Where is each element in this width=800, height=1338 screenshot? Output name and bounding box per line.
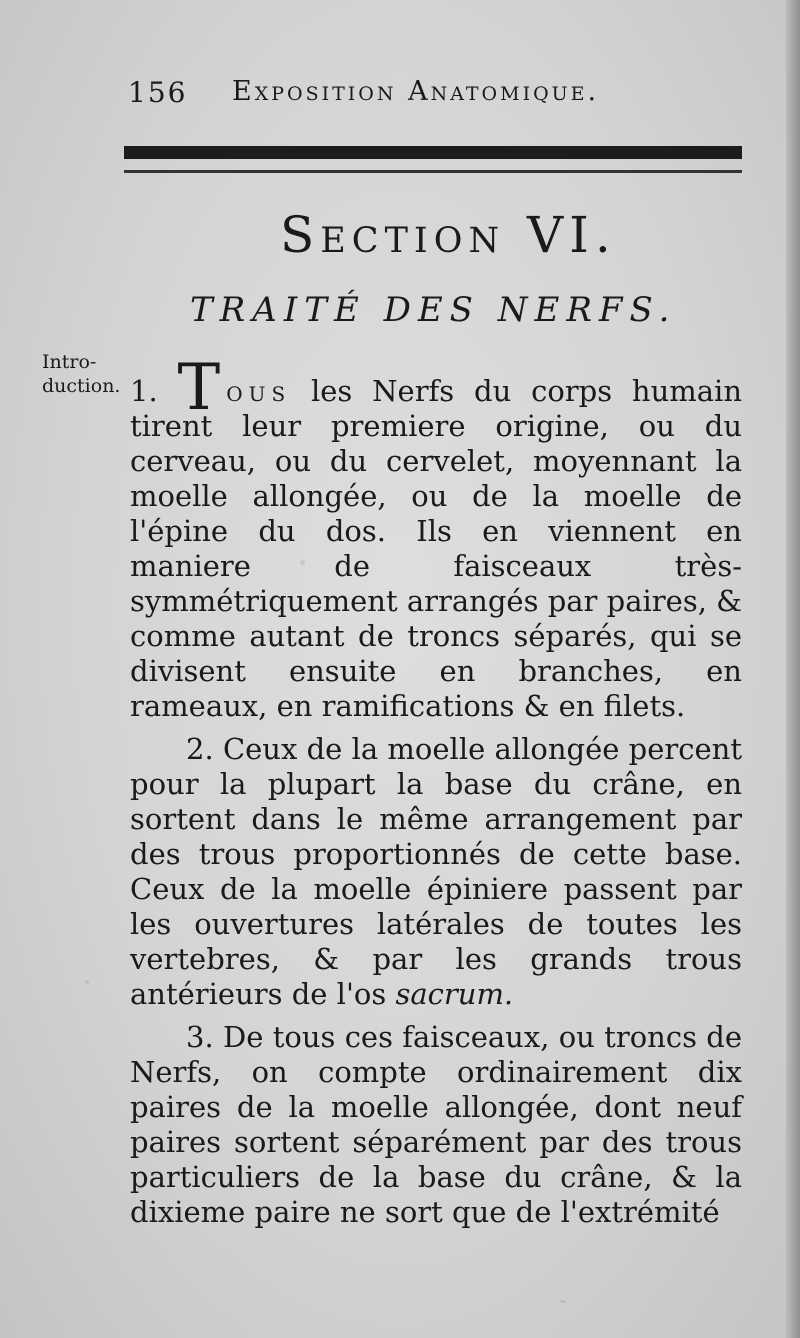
page-edge-shadow [786, 0, 800, 1338]
section-title: Section VI. [280, 206, 617, 264]
treatise-title: TRAITÉ DES NERFS. [190, 290, 677, 330]
margin-note [42, 350, 132, 398]
page-number: 156 [128, 76, 188, 109]
paragraph-1 [130, 351, 743, 724]
paragraph-text: 2. Ceux de la moelle allongée percent pour la plupart la base du crâne, en sortent dans le même arrangement par des trous proportionnés de cette base. Ceux de la moelle épiniere passent par les ouvertures latérales de toutes les vertebres, & par les grands trous antérieurs de l'os [130, 732, 742, 1011]
paragraph-number: 1. [130, 374, 158, 408]
first-word-rest: ous [226, 374, 292, 408]
header-rule-thin [124, 170, 742, 173]
paragraph-text: les Nerfs du corps humain tirent leur premiere origine, ou du cerveau, ou du cervelet, moyennant la moelle allongée, ou de la moelle de l'épine du dos. Ils en viennent en maniere de faisceaux très-symmétriquement arrangés par paires, & comme autant de troncs séparés, qui se divisent ensuite en branches, en rameaux, en ramifications & en filets. [130, 374, 743, 723]
italic-term: sacrum. [395, 977, 514, 1011]
margin-note-line2: duction. [42, 375, 121, 397]
page-header [128, 76, 748, 116]
paragraph-text: 3. De tous ces faisceaux, ou troncs de Nerfs, on compte ordinairement dix paires de la moelle allongée, dont neuf paires sortent séparément par des trous particuliers de la base du crâne, & la dixieme paire ne sort que de l'extrémité [130, 1020, 742, 1229]
margin-note-line1: Intro- [42, 351, 97, 373]
paragraph-3 [130, 1020, 742, 1230]
paragraph-2 [130, 732, 742, 1012]
paper-speck [85, 980, 89, 984]
body-text [130, 351, 743, 1238]
drop-cap: T [177, 351, 221, 425]
running-title: Exposition Anatomique. [232, 76, 600, 107]
paper-speck [560, 1300, 566, 1303]
header-rule-thick [124, 146, 742, 159]
